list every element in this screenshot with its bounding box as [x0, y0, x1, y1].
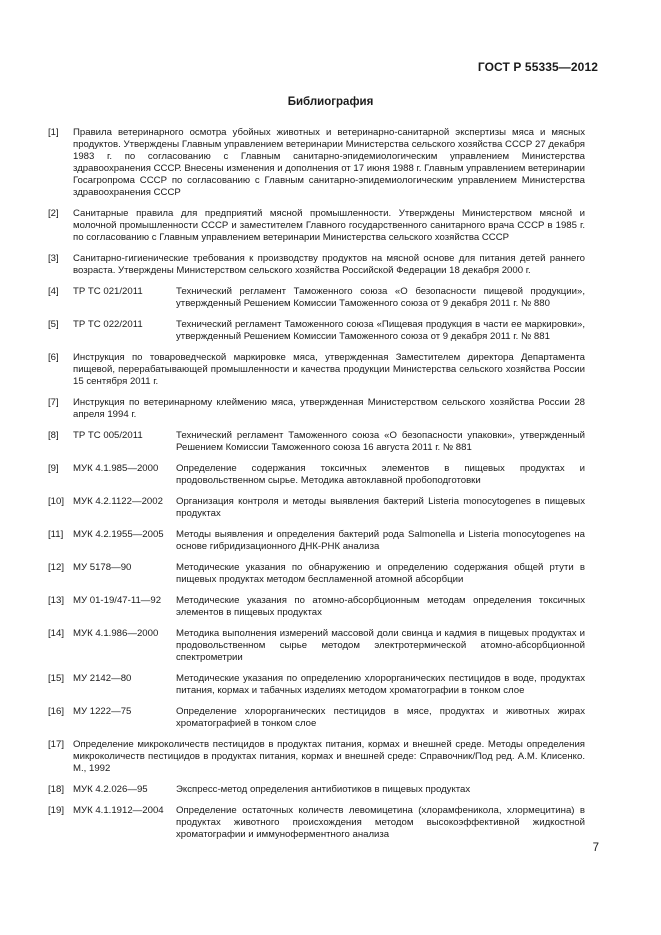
- bibliography-entry: [48, 496, 585, 520]
- entry-number: [12]: [48, 562, 65, 573]
- bibliography-entry: [48, 739, 585, 775]
- entry-text: Экспресс-метод определения антибиотиков в пищевых продуктах: [176, 784, 471, 795]
- bibliography-entry: [48, 673, 585, 697]
- entry-document-code: МУК 4.2.026—95: [73, 784, 148, 795]
- page-number: 7: [592, 842, 599, 854]
- entry-text: Технический регламент Таможенного союза «О безопасности пищевой продукции», утвержденный Решением Комиссии Таможенного союза от 9 декабря 2011 г. № 880: [176, 286, 585, 309]
- bibliography-entry: [48, 208, 585, 244]
- entry-number: [6]: [48, 352, 59, 363]
- entry-text: Инструкция по товароведческой маркировке мяса, утвержденная Заместителем директора Департамента пищевой, перерабатывающей промышленности и качества продукции Министерства сельского хозяйства России 15 сентября 2011 г.: [73, 352, 585, 387]
- entry-document-code: МУК 4.2.1955—2005: [73, 529, 164, 540]
- bibliography-entry: [48, 397, 585, 421]
- entry-text: Определение содержания токсичных элементов в пищевых продуктах и продовольственном сырье. Методика автоклавной пробоподготовки: [176, 463, 585, 486]
- entry-text: Определение остаточных количеств левомицетина (хлорамфеникола, хлормецитина) в продуктах животного происхождения методом высокоэффективной жидкостной хроматографии и иммуноферментного анализа: [176, 805, 585, 840]
- bibliography-entry: [48, 562, 585, 586]
- entry-text: Правила ветеринарного осмотра убойных животных и ветеринарно-санитарной экспертизы мяса и мясных продуктов. Утверждены Главным управлением ветеринарии Министерства сельского хозяйства СССР 27 декабря 1983 г. по согласованию с Главным санитарно-эпидемиологическим управлением Министерства здравоохранения СССР. Внесены изменения и дополнения от 17 июня 1988 г. Главным управлением ветеринарии Госагропрома СССР по согласованию с Главным санитарно-эпидемиологическим управлением Министерства здравоохранения СССР: [73, 127, 585, 198]
- entry-text: Санитарные правила для предприятий мясной промышленности. Утверждены Министерством мясной и молочной промышленности СССР и заместителем Главного государственного санитарного врача СССР в 1985 г. по согласованию с Главным управлением ветеринарии Министерства сельского хозяйства СССР: [73, 208, 585, 243]
- entry-text: Методы выявления и определения бактерий рода Salmonella и Listeria monocytogenes на основе гибридизационного ДНК-РНК анализа: [176, 529, 585, 552]
- bibliography-entry: [48, 463, 585, 487]
- entry-number: [10]: [48, 496, 65, 507]
- bibliography-entry: [48, 127, 585, 199]
- entry-text: Определение хлорорганических пестицидов в мясе, продуктах и животных жирах хроматографией в тонком слое: [176, 706, 585, 729]
- entry-number: [19]: [48, 805, 65, 816]
- entry-number: [18]: [48, 784, 65, 795]
- entry-number: [5]: [48, 319, 59, 330]
- page-title: Библиография: [287, 96, 374, 108]
- entry-text: Инструкция по ветеринарному клеймению мяса, утвержденная Министерством сельского хозяйства России 28 апреля 1994 г.: [73, 397, 585, 420]
- entry-text: Методика выполнения измерений массовой доли свинца и кадмия в пищевых продуктах и продовольственном сырье методом электротермической атомно-абсорбционной спектрометрии: [176, 628, 585, 663]
- bibliography-entry: [48, 805, 585, 841]
- entry-text: Методические указания по обнаружению и определению содержания общей ртути в пищевых продуктах методом беспламенной атомной абсорбции: [176, 562, 585, 585]
- entry-number: [9]: [48, 463, 59, 474]
- bibliography-entry: [48, 595, 585, 619]
- entry-document-code: МУК 4.1.986—2000: [73, 628, 159, 639]
- entry-document-code: ТР ТС 021/2011: [73, 286, 143, 297]
- entry-text: Определение микроколичеств пестицидов в продуктах питания, кормах и внешней среде. Методы определения микроколичеств пестицидов в продуктах питания, кормах и внешней среде: Справочник/Под ред. А.М. Клисенко. М., 1992: [73, 739, 585, 774]
- bibliography-entry: [48, 253, 585, 277]
- entry-text: Организация контроля и методы выявления бактерий Listeria monocytogenes в пищевых продуктах: [176, 496, 585, 519]
- entry-document-code: МУ 2142—80: [73, 673, 132, 684]
- entry-number: [2]: [48, 208, 59, 219]
- entry-number: [1]: [48, 127, 59, 138]
- entry-document-code: ТР ТС 005/2011: [73, 430, 143, 441]
- entry-document-code: МУ 01-19/47-11—92: [73, 595, 162, 606]
- bibliography-entry: [48, 430, 585, 454]
- entry-text: Методические указания по атомно-абсорбционным методам определения токсичных элементов в пищевых продуктах: [176, 595, 585, 618]
- bibliography-entry: [48, 286, 585, 310]
- entry-document-code: МУ 1222—75: [73, 706, 132, 717]
- entry-number: [17]: [48, 739, 65, 750]
- entry-document-code: ТР ТС 022/2011: [73, 319, 143, 330]
- bibliography-entry: [48, 529, 585, 553]
- entry-number: [13]: [48, 595, 65, 606]
- entry-document-code: МУК 4.1.985—2000: [73, 463, 159, 474]
- entry-number: [15]: [48, 673, 65, 684]
- entry-document-code: МУ 5178—90: [73, 562, 132, 573]
- bibliography-entry: [48, 319, 585, 343]
- bibliography-entry: [48, 706, 585, 730]
- entry-number: [16]: [48, 706, 65, 717]
- entry-document-code: МУК 4.2.1122—2002: [73, 496, 163, 507]
- entry-text: Технический регламент Таможенного союза «Пищевая продукция в части ее маркировки», утвержденный Решением Комиссии Таможенного союза от 9 декабря 2011 г. № 881: [176, 319, 585, 342]
- bibliography-list: [48, 127, 585, 850]
- bibliography-entry: [48, 628, 585, 664]
- entry-document-code: МУК 4.1.1912—2004: [73, 805, 164, 816]
- entry-text: Методические указания по определению хлорорганических пестицидов в воде, продуктах питания, кормах и табачных изделиях методом хроматографии в тонком слое: [176, 673, 585, 696]
- entry-text: Санитарно-гигиенические требования к производству продуктов на мясной основе для питания детей раннего возраста. Утверждены Министерством сельского хозяйства Российской Федерации 18 декабря 2000 г.: [73, 253, 585, 276]
- entry-number: [4]: [48, 286, 59, 297]
- bibliography-entry: [48, 784, 585, 796]
- entry-number: [3]: [48, 253, 59, 264]
- entry-number: [11]: [48, 529, 64, 540]
- entry-number: [8]: [48, 430, 59, 441]
- entry-number: [14]: [48, 628, 65, 639]
- entry-number: [7]: [48, 397, 59, 408]
- entry-text: Технический регламент Таможенного союза «О безопасности упаковки», утвержденный Решением Комиссии Таможенного союза 16 августа 2011 г. № 881: [176, 430, 585, 453]
- standard-number: ГОСТ Р 55335—2012: [477, 60, 598, 74]
- bibliography-entry: [48, 352, 585, 388]
